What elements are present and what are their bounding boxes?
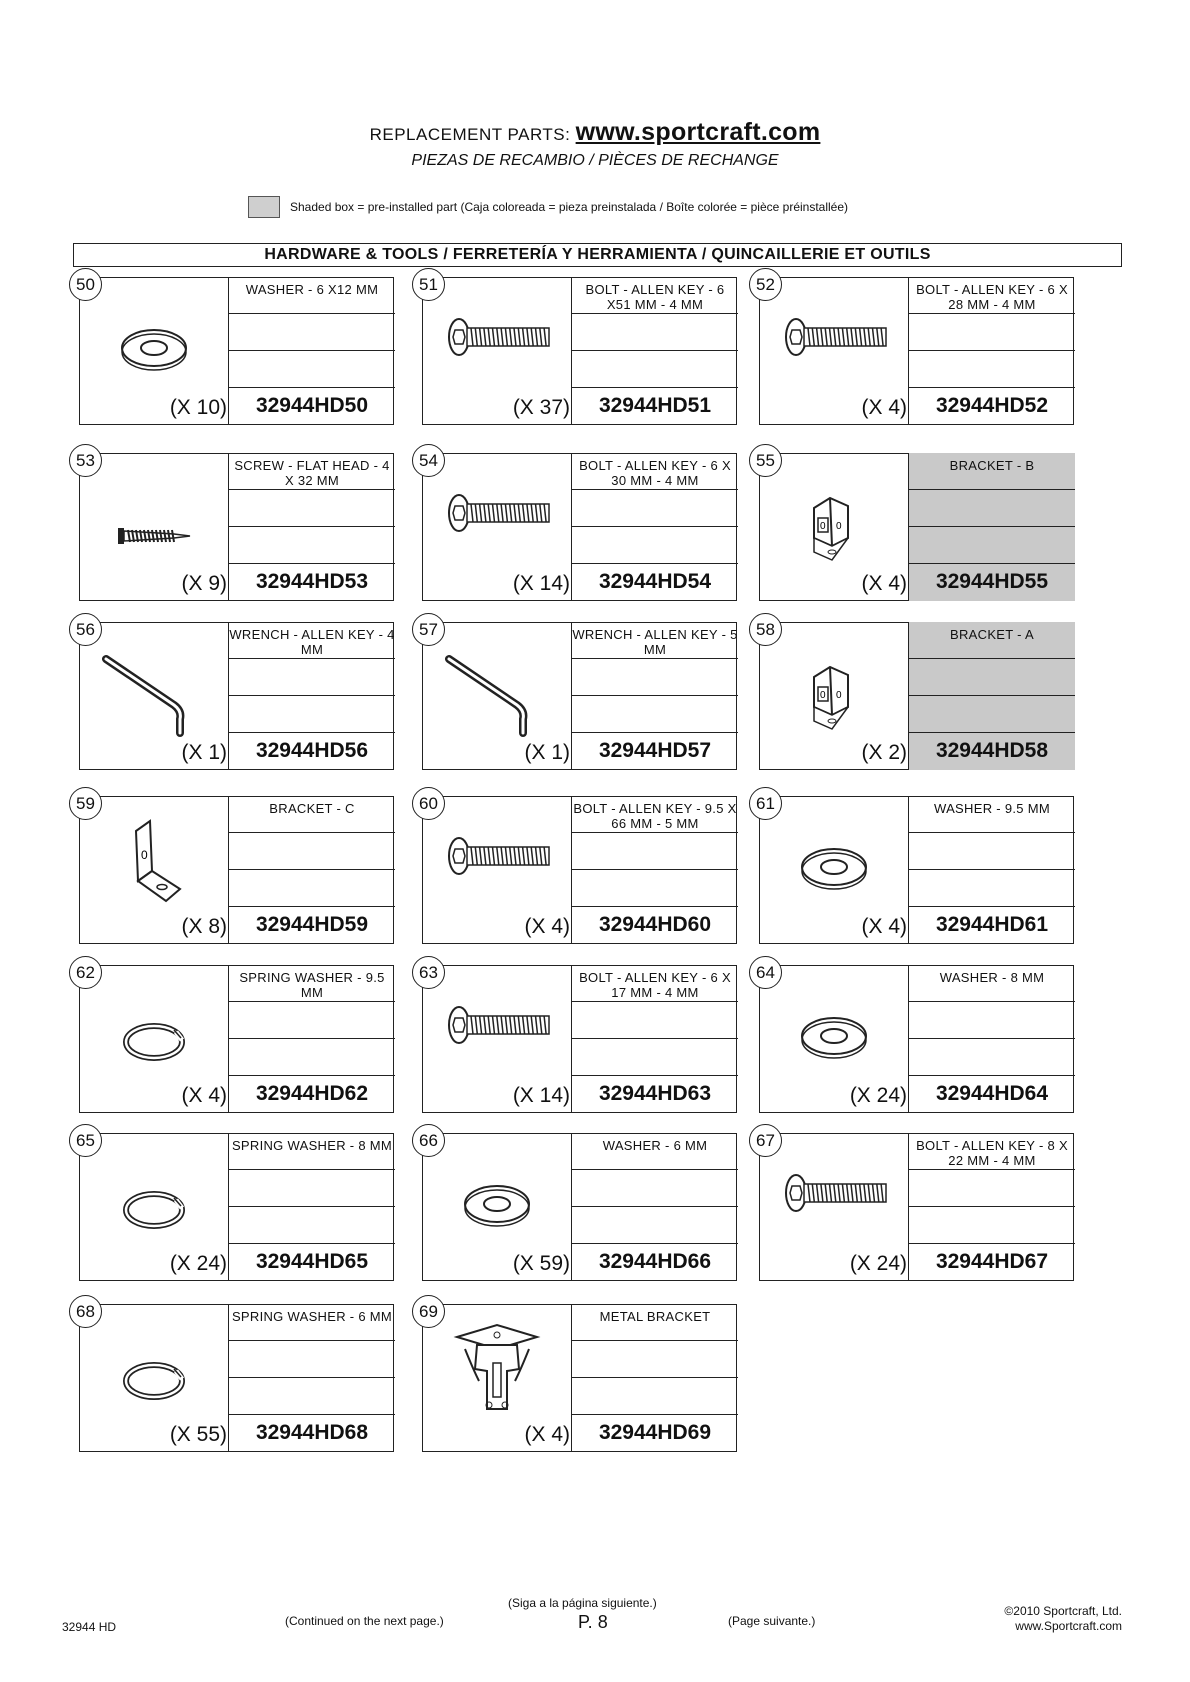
blank-cell xyxy=(229,351,395,388)
part-description: BOLT - ALLEN KEY - 9.5 X 66 MM - 5 MM xyxy=(572,796,738,833)
model-number: 32944 HD xyxy=(62,1620,117,1634)
blank-cell xyxy=(229,1039,395,1076)
screw-icon xyxy=(84,468,224,568)
metal-bracket-icon xyxy=(427,1319,567,1419)
blank-cell xyxy=(572,659,738,696)
part-code: 32944HD69 xyxy=(598,1420,712,1444)
part-code: 32944HD64 xyxy=(935,1081,1049,1105)
page-number: P. 8 xyxy=(578,1612,608,1632)
part-number: 51 xyxy=(412,268,445,301)
blank-cell xyxy=(572,870,738,907)
part-code: 32944HD51 xyxy=(598,393,712,417)
page-subtitle: PIEZAS DE RECAMBIO / PIÈCES DE RECHANGE xyxy=(411,152,779,169)
svg-text:0: 0 xyxy=(836,521,842,532)
blank-cell xyxy=(229,1341,395,1378)
blank-cell xyxy=(909,1039,1075,1076)
blank-cell xyxy=(572,696,738,733)
part-info-table xyxy=(571,1133,738,1281)
part-card-67 xyxy=(756,1131,1074,1281)
part-number: 53 xyxy=(69,444,102,477)
part-card-53 xyxy=(76,451,394,601)
blank-cell xyxy=(572,1170,738,1207)
part-code: 32944HD68 xyxy=(255,1420,369,1444)
washer-icon xyxy=(427,1148,567,1248)
part-code: 32944HD63 xyxy=(598,1081,712,1105)
part-quantity: (X 4) xyxy=(861,915,907,938)
legend-text: Shaded box = pre-installed part (Caja coloreada = pieza preinstalada / Boîte colorée = pièce préinstallée) xyxy=(290,200,849,214)
part-card-51 xyxy=(419,275,737,425)
blank-cell xyxy=(909,1170,1075,1207)
part-number: 50 xyxy=(69,268,102,301)
part-description: BRACKET - C xyxy=(229,796,395,833)
part-number: 61 xyxy=(749,787,782,820)
part-description: BRACKET - A xyxy=(909,622,1075,659)
continued-es: (Siga a la página siguiente.) xyxy=(508,1596,657,1610)
part-number: 59 xyxy=(69,787,102,820)
allen-wrench-icon xyxy=(84,637,224,737)
part-info-table xyxy=(228,1304,395,1452)
part-code: 32944HD60 xyxy=(598,912,712,936)
part-card-64 xyxy=(756,963,1074,1113)
part-card-50 xyxy=(76,275,394,425)
part-info-table xyxy=(571,277,738,425)
section-title: HARDWARE & TOOLS / FERRETERÍA Y HERRAMIENTA / QUINCAILLERIE ET OUTILS xyxy=(73,243,1122,267)
part-code: 32944HD54 xyxy=(598,569,712,593)
part-quantity: (X 14) xyxy=(512,1084,570,1107)
bracket-icon xyxy=(764,637,904,737)
part-description: BOLT - ALLEN KEY - 6 X51 MM - 4 MM xyxy=(572,277,738,314)
blank-cell xyxy=(572,1207,738,1244)
part-info-table xyxy=(228,453,395,601)
part-description: BOLT - ALLEN KEY - 6 X 28 MM - 4 MM xyxy=(909,277,1075,314)
blank-cell xyxy=(229,490,395,527)
part-code: 32944HD58 xyxy=(935,738,1049,762)
part-description: BOLT - ALLEN KEY - 6 X 17 MM - 4 MM xyxy=(572,965,738,1002)
part-number: 57 xyxy=(412,613,445,646)
angle-bracket-icon xyxy=(84,811,224,911)
part-info-table xyxy=(228,1133,395,1281)
part-quantity: (X 4) xyxy=(181,1084,227,1107)
shaded-swatch xyxy=(248,196,280,218)
part-card-66 xyxy=(419,1131,737,1281)
website-link[interactable]: www.sportcraft.com xyxy=(575,118,821,146)
part-quantity: (X 9) xyxy=(181,572,227,595)
blank-cell xyxy=(572,351,738,388)
blank-cell xyxy=(909,527,1075,564)
bolt-icon xyxy=(427,292,567,392)
part-info-table xyxy=(571,965,738,1113)
blank-cell xyxy=(572,527,738,564)
part-code: 32944HD59 xyxy=(255,912,369,936)
part-quantity: (X 55) xyxy=(169,1423,227,1446)
part-info-table xyxy=(908,453,1075,601)
part-info-table xyxy=(908,1133,1075,1281)
blank-cell xyxy=(229,1378,395,1415)
part-quantity: (X 4) xyxy=(861,572,907,595)
bolt-icon xyxy=(427,811,567,911)
title-prefix: REPLACEMENT PARTS: xyxy=(369,125,571,144)
part-number: 64 xyxy=(749,956,782,989)
part-number: 66 xyxy=(412,1124,445,1157)
blank-cell xyxy=(572,1002,738,1039)
blank-cell xyxy=(572,314,738,351)
part-code: 32944HD52 xyxy=(935,393,1049,417)
part-card-56 xyxy=(76,620,395,770)
blank-cell xyxy=(909,833,1075,870)
blank-cell xyxy=(572,1341,738,1378)
part-code: 32944HD61 xyxy=(935,912,1049,936)
blank-cell xyxy=(909,696,1075,733)
continued-en: (Continued on the next page.) xyxy=(285,1614,444,1628)
part-card-68 xyxy=(76,1302,394,1452)
spring-washer-icon xyxy=(84,1148,224,1248)
bolt-icon xyxy=(764,1148,904,1248)
part-card-69 xyxy=(419,1302,737,1452)
part-code: 32944HD50 xyxy=(255,393,369,417)
page-title xyxy=(0,118,1190,147)
blank-cell xyxy=(229,1002,395,1039)
part-info-table xyxy=(908,965,1075,1113)
part-description: WASHER - 8 MM xyxy=(909,965,1075,1002)
blank-cell xyxy=(909,659,1075,696)
part-number: 55 xyxy=(749,444,782,477)
allen-wrench-icon xyxy=(427,637,567,737)
bolt-icon xyxy=(764,292,904,392)
copyright: ©2010 Sportcraft, Ltd. xyxy=(1004,1604,1122,1618)
part-number: 63 xyxy=(412,956,445,989)
part-number: 69 xyxy=(412,1295,445,1328)
part-card-58 xyxy=(756,620,1074,770)
blank-cell xyxy=(229,696,395,733)
part-description: SPRING WASHER - 9.5 MM xyxy=(229,965,395,1002)
part-card-60 xyxy=(419,794,737,944)
bracket-icon xyxy=(764,468,904,568)
blank-cell xyxy=(229,527,395,564)
part-info-table xyxy=(228,277,395,425)
continued-fr: (Page suivante.) xyxy=(728,1614,816,1628)
blank-cell xyxy=(229,659,395,696)
part-quantity: (X 1) xyxy=(524,741,570,764)
part-info-table xyxy=(908,277,1075,425)
part-card-59 xyxy=(76,794,394,944)
blank-cell xyxy=(572,833,738,870)
blank-cell xyxy=(229,314,395,351)
blank-cell xyxy=(229,833,395,870)
part-quantity: (X 59) xyxy=(512,1252,570,1275)
part-card-62 xyxy=(76,963,394,1113)
part-number: 62 xyxy=(69,956,102,989)
part-quantity: (X 37) xyxy=(512,396,570,419)
part-description: WRENCH - ALLEN KEY - 5 MM xyxy=(572,622,738,659)
part-description: WASHER - 6 MM xyxy=(572,1133,738,1170)
blank-cell xyxy=(572,1039,738,1076)
blank-cell xyxy=(909,870,1075,907)
part-info-table xyxy=(571,796,738,944)
blank-cell xyxy=(229,870,395,907)
part-quantity: (X 24) xyxy=(849,1084,907,1107)
part-quantity: (X 4) xyxy=(524,915,570,938)
part-quantity: (X 8) xyxy=(181,915,227,938)
blank-cell xyxy=(572,490,738,527)
washer-icon xyxy=(764,980,904,1080)
part-quantity: (X 14) xyxy=(512,572,570,595)
blank-cell xyxy=(229,1207,395,1244)
part-card-65 xyxy=(76,1131,394,1281)
part-description: METAL BRACKET xyxy=(572,1304,738,1341)
part-number: 56 xyxy=(69,613,102,646)
part-description: SPRING WASHER - 6 MM xyxy=(229,1304,395,1341)
spring-washer-icon xyxy=(84,980,224,1080)
part-info-table xyxy=(571,622,738,770)
part-number: 58 xyxy=(749,613,782,646)
bolt-icon xyxy=(427,980,567,1080)
part-description: SPRING WASHER - 8 MM xyxy=(229,1133,395,1170)
part-card-61 xyxy=(756,794,1074,944)
part-info-table xyxy=(228,622,395,770)
bolt-icon xyxy=(427,468,567,568)
part-code: 32944HD57 xyxy=(598,738,712,762)
part-quantity: (X 4) xyxy=(524,1423,570,1446)
part-number: 67 xyxy=(749,1124,782,1157)
part-quantity: (X 2) xyxy=(861,741,907,764)
part-code: 32944HD55 xyxy=(935,569,1049,593)
part-info-table xyxy=(908,796,1075,944)
part-quantity: (X 4) xyxy=(861,396,907,419)
part-card-54 xyxy=(419,451,737,601)
spring-washer-icon xyxy=(84,1319,224,1419)
part-quantity: (X 1) xyxy=(181,741,227,764)
part-card-52 xyxy=(756,275,1074,425)
shaded-legend xyxy=(248,196,848,218)
part-quantity: (X 10) xyxy=(169,396,227,419)
blank-cell xyxy=(909,351,1075,388)
part-description: BOLT - ALLEN KEY - 6 X 30 MM - 4 MM xyxy=(572,453,738,490)
blank-cell xyxy=(909,1002,1075,1039)
blank-cell xyxy=(909,314,1075,351)
part-info-table xyxy=(571,1304,738,1452)
part-card-63 xyxy=(419,963,737,1113)
part-description: BRACKET - B xyxy=(909,453,1075,490)
part-code: 32944HD53 xyxy=(255,569,369,593)
part-quantity: (X 24) xyxy=(849,1252,907,1275)
part-description: WASHER - 9.5 MM xyxy=(909,796,1075,833)
blank-cell xyxy=(229,1170,395,1207)
blank-cell xyxy=(909,1207,1075,1244)
blank-cell xyxy=(909,490,1075,527)
part-code: 32944HD65 xyxy=(255,1249,369,1273)
washer-icon xyxy=(84,292,224,392)
part-description: WRENCH - ALLEN KEY - 4 MM xyxy=(229,622,395,659)
part-info-table xyxy=(571,453,738,601)
part-card-57 xyxy=(419,620,738,770)
part-description: BOLT - ALLEN KEY - 8 X 22 MM - 4 MM xyxy=(909,1133,1075,1170)
part-number: 60 xyxy=(412,787,445,820)
part-code: 32944HD66 xyxy=(598,1249,712,1273)
part-number: 52 xyxy=(749,268,782,301)
blank-cell xyxy=(572,1378,738,1415)
part-quantity: (X 24) xyxy=(169,1252,227,1275)
part-number: 68 xyxy=(69,1295,102,1328)
part-info-table xyxy=(908,622,1075,770)
part-number: 54 xyxy=(412,444,445,477)
part-info-table xyxy=(228,796,395,944)
svg-text:0: 0 xyxy=(820,690,826,701)
part-description: SCREW - FLAT HEAD - 4 X 32 MM xyxy=(229,453,395,490)
washer-icon xyxy=(764,811,904,911)
footer-website[interactable]: www.Sportcraft.com xyxy=(1015,1619,1122,1633)
part-description: WASHER - 6 X12 MM xyxy=(229,277,395,314)
part-code: 32944HD67 xyxy=(935,1249,1049,1273)
part-number: 65 xyxy=(69,1124,102,1157)
part-code: 32944HD56 xyxy=(255,738,369,762)
svg-text:0: 0 xyxy=(141,848,148,862)
part-card-55 xyxy=(756,451,1074,601)
part-code: 32944HD62 xyxy=(255,1081,369,1105)
part-info-table xyxy=(228,965,395,1113)
svg-text:0: 0 xyxy=(820,521,826,532)
svg-text:0: 0 xyxy=(836,690,842,701)
